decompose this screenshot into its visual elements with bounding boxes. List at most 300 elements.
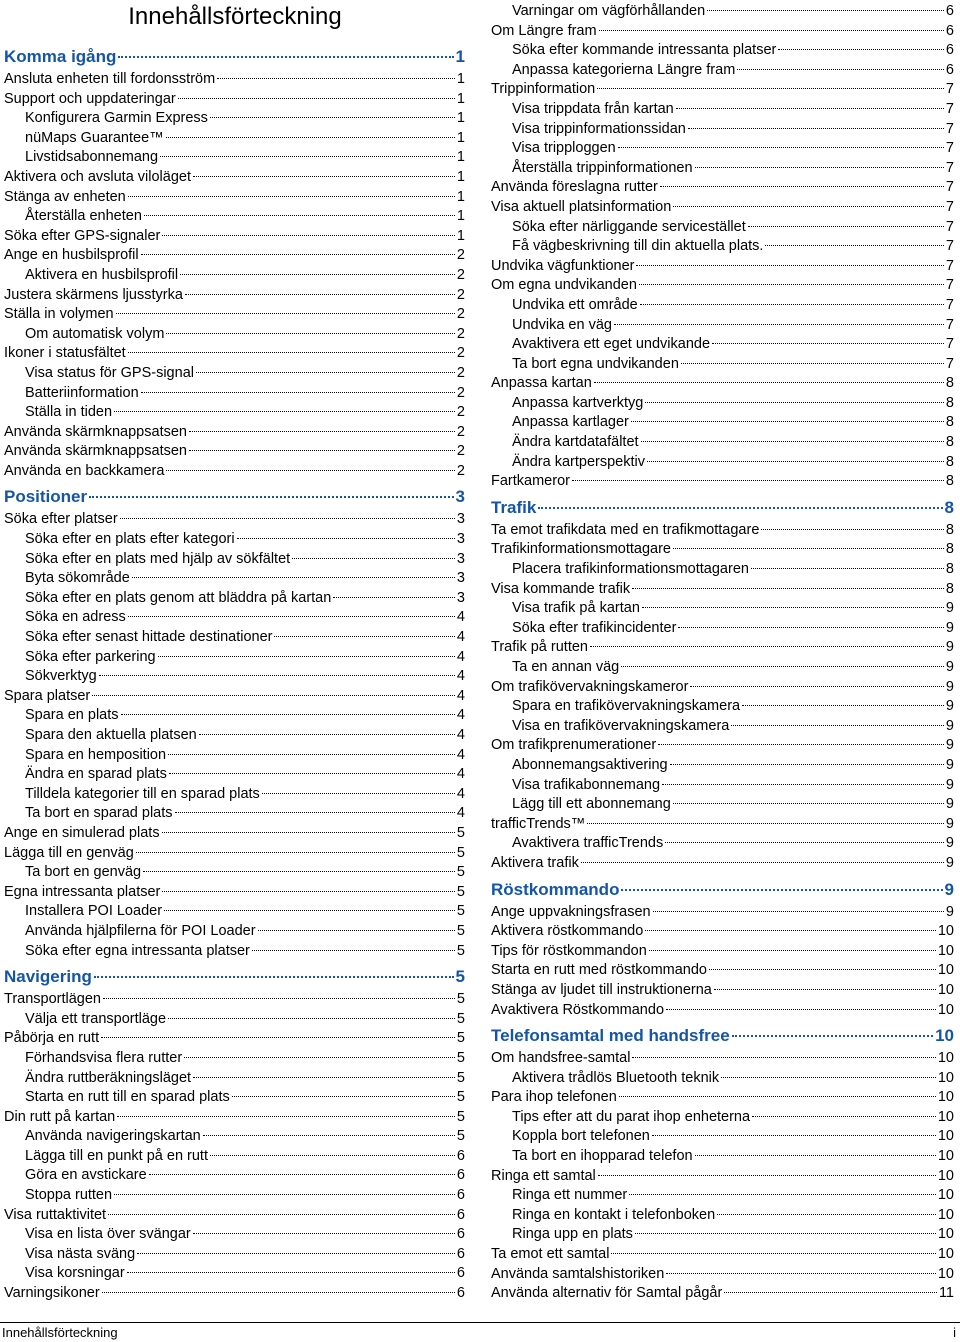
- toc-chapter-link[interactable]: [491, 877, 954, 903]
- toc-entry-link[interactable]: [491, 316, 954, 336]
- toc-chapter-link[interactable]: [4, 44, 465, 70]
- toc-entry-link[interactable]: [491, 394, 954, 414]
- toc-entry-title: Byta sökområde: [25, 570, 130, 587]
- toc-entry-link[interactable]: [4, 1225, 465, 1245]
- dot-leader: [193, 1232, 455, 1234]
- dot-leader: [619, 1095, 936, 1097]
- toc-entry-link[interactable]: [491, 41, 954, 61]
- toc-entry-link[interactable]: [4, 844, 465, 864]
- toc-entry-link[interactable]: [491, 453, 954, 473]
- toc-entry-link[interactable]: [4, 168, 465, 188]
- toc-entry-link[interactable]: [4, 706, 465, 726]
- dot-leader: [717, 1213, 936, 1215]
- toc-entry-page: 5: [456, 1049, 465, 1066]
- toc-entry-link[interactable]: [4, 70, 465, 90]
- toc-entry-link[interactable]: [4, 1069, 465, 1089]
- dot-leader: [108, 1213, 455, 1215]
- toc-entry-link[interactable]: [4, 266, 465, 286]
- toc-entry-page: 4: [456, 805, 465, 822]
- toc-entry-link[interactable]: [491, 335, 954, 355]
- toc-entry-link[interactable]: [491, 922, 954, 942]
- dot-leader: [94, 975, 454, 978]
- toc-entry-title: Om egna undvikanden: [491, 277, 637, 294]
- toc-entry-page: 7: [945, 355, 954, 372]
- dot-leader: [599, 29, 944, 31]
- toc-entry-page: 9: [945, 776, 954, 793]
- toc-entry-page: 6: [456, 1285, 465, 1302]
- dot-leader: [127, 1271, 455, 1273]
- toc-entry-title: Ange uppvakningsfrasen: [491, 903, 651, 920]
- toc-entry-link[interactable]: [491, 540, 954, 560]
- toc-entry-page: 8: [945, 561, 954, 578]
- toc-entry-link[interactable]: [4, 608, 465, 628]
- toc-entry-link[interactable]: [491, 815, 954, 835]
- toc-entry-page: 6: [456, 1187, 465, 1204]
- toc-entry-link[interactable]: [4, 765, 465, 785]
- dot-leader: [614, 323, 944, 325]
- toc-entry-page: 10: [937, 1246, 954, 1263]
- toc-entry-link[interactable]: [4, 384, 465, 404]
- toc-entry-link[interactable]: [4, 90, 465, 110]
- dot-leader: [636, 264, 943, 266]
- toc-entry-link[interactable]: [491, 355, 954, 375]
- toc-entry-link[interactable]: [4, 227, 465, 247]
- dot-leader: [690, 685, 944, 687]
- toc-entry-title: Om trafikprenumerationer: [491, 737, 657, 754]
- dot-leader: [184, 1056, 455, 1058]
- toc-entry-page: 10: [937, 1108, 954, 1125]
- toc-entry-page: 9: [945, 854, 954, 871]
- toc-entry-page: 10: [937, 1148, 954, 1165]
- toc-entry-page: 2: [456, 345, 465, 362]
- toc-entry-link[interactable]: [491, 717, 954, 737]
- dot-leader: [217, 77, 455, 79]
- dot-leader: [587, 822, 944, 824]
- toc-entry-link[interactable]: [491, 1167, 954, 1187]
- toc-entry-title: Telefonsamtal med handsfree: [491, 1026, 730, 1046]
- dot-leader: [166, 136, 455, 138]
- toc-entry-title: Support och uppdateringar: [4, 90, 176, 107]
- toc-entry-link[interactable]: [4, 1029, 465, 1049]
- toc-entry-title: Förhandsvisa flera rutter: [25, 1049, 183, 1066]
- toc-entry-link[interactable]: [4, 1166, 465, 1186]
- toc-entry-title: Lägg till ett abonnemang: [512, 796, 671, 813]
- toc-entry-page: 5: [456, 844, 465, 861]
- dot-leader: [765, 244, 943, 246]
- toc-entry-title: Använda skärmknappsatsen: [4, 443, 187, 460]
- toc-entry-title: Ändra kartdatafältet: [512, 434, 639, 451]
- dot-leader: [164, 909, 455, 911]
- dot-leader: [647, 460, 944, 462]
- toc-entry-link[interactable]: [491, 903, 954, 923]
- toc-entry-link[interactable]: [491, 2, 954, 22]
- toc-entry-page: 6: [456, 1167, 465, 1184]
- toc-entry-title: Tilldela kategorier till en sparad plats: [25, 785, 260, 802]
- toc-entry-link[interactable]: [491, 1069, 954, 1089]
- dot-leader: [92, 694, 455, 696]
- toc-entry-page: 9: [945, 600, 954, 617]
- toc-entry-link[interactable]: [491, 1225, 954, 1245]
- toc-entry-link[interactable]: [4, 286, 465, 306]
- toc-entry-link[interactable]: [491, 854, 954, 874]
- toc-entry-page: 2: [456, 286, 465, 303]
- toc-entry-page: 11: [938, 1285, 954, 1302]
- toc-entry-title: Söka efter kommande intressanta platser: [512, 42, 777, 59]
- dot-leader: [666, 1272, 936, 1274]
- toc-entry-link[interactable]: [491, 1147, 954, 1167]
- toc-entry-title: Transportlägen: [4, 991, 101, 1008]
- toc-entry-link[interactable]: [4, 109, 465, 129]
- toc-entry-title: Ändra en sparad plats: [25, 766, 167, 783]
- toc-entry-page: 3: [456, 511, 465, 528]
- footer-label: Innehållsförteckning: [2, 1325, 118, 1340]
- toc-entry-page: 8: [945, 394, 954, 411]
- toc-entry-link[interactable]: [491, 638, 954, 658]
- toc-entry-link[interactable]: [4, 1108, 465, 1128]
- toc-entry-link[interactable]: [4, 785, 465, 805]
- toc-chapter-link[interactable]: [491, 495, 954, 521]
- toc-entry-link[interactable]: [491, 560, 954, 580]
- toc-entry-title: Söka en adress: [25, 609, 126, 626]
- toc-entry-page: 7: [945, 296, 954, 313]
- toc-entry-title: Spara platser: [4, 687, 91, 704]
- toc-entry-page: 6: [945, 61, 954, 78]
- toc-entry-link[interactable]: [4, 804, 465, 824]
- toc-entry-link[interactable]: [4, 628, 465, 648]
- dot-leader: [193, 175, 455, 177]
- toc-entry-title: Visa ruttaktivitet: [4, 1206, 107, 1223]
- toc-entry-link[interactable]: [491, 1186, 954, 1206]
- toc-entry-link[interactable]: [491, 1088, 954, 1108]
- dot-leader: [99, 674, 455, 676]
- toc-entry-page: 10: [937, 962, 954, 979]
- toc-entry-title: Om Längre fram: [491, 22, 597, 39]
- dot-leader: [169, 772, 455, 774]
- toc-entry-link[interactable]: [491, 374, 954, 394]
- dot-leader: [160, 155, 455, 157]
- toc-entry-link[interactable]: [491, 697, 954, 717]
- toc-entry-page: 10: [937, 1265, 954, 1282]
- toc-entry-link[interactable]: [491, 296, 954, 316]
- toc-entry-title: Ta en annan väg: [512, 659, 620, 675]
- toc-entry-title: Undvika en väg: [512, 316, 612, 333]
- toc-entry-page: 4: [456, 668, 465, 685]
- toc-entry-link[interactable]: [491, 1049, 954, 1069]
- dot-leader: [611, 1252, 935, 1254]
- toc-entry-title: Positioner: [4, 487, 88, 507]
- dot-leader: [102, 1291, 455, 1293]
- dot-leader: [673, 205, 944, 207]
- toc-entry-link[interactable]: [4, 667, 465, 687]
- toc-entry-link[interactable]: [491, 1127, 954, 1147]
- dot-leader: [752, 1115, 936, 1117]
- toc-entry-page: 3: [456, 550, 465, 567]
- toc-entry-link[interactable]: [4, 364, 465, 384]
- toc-entry-link[interactable]: [4, 1186, 465, 1206]
- toc-entry-title: Använda alternativ för Samtal pågår: [491, 1285, 723, 1302]
- toc-entry-page: 8: [945, 414, 954, 431]
- toc-entry-title: Visa nästa sväng: [25, 1245, 136, 1262]
- toc-entry-title: Visa kommande trafik: [491, 580, 631, 597]
- toc-entry-page: 8: [945, 434, 954, 451]
- toc-entry-title: Trafik: [491, 497, 537, 517]
- toc-entry-page: 7: [945, 179, 954, 196]
- dot-leader: [292, 557, 455, 559]
- dot-leader: [128, 195, 455, 197]
- toc-entry-page: 4: [456, 629, 465, 646]
- toc-entry-link[interactable]: [491, 1108, 954, 1128]
- toc-entry-page: 10: [937, 1206, 954, 1223]
- toc-chapter-link[interactable]: [491, 1023, 954, 1049]
- toc-entry-page: 7: [945, 100, 954, 117]
- toc-entry-page: 2: [456, 404, 465, 421]
- dot-leader: [114, 410, 455, 412]
- toc-entry-title: Ändra kartperspektiv: [512, 453, 645, 470]
- toc-entry-link[interactable]: [491, 120, 954, 140]
- toc-entry-link[interactable]: [4, 569, 465, 589]
- toc-entry-page: 5: [456, 864, 465, 881]
- dot-leader: [103, 997, 455, 999]
- dot-leader: [141, 253, 455, 255]
- toc-entry-link[interactable]: [4, 1245, 465, 1265]
- toc-entry-page: 7: [945, 140, 954, 157]
- toc-entry-title: Söka efter parkering: [25, 648, 156, 665]
- dot-leader: [662, 783, 944, 785]
- toc-entry-link[interactable]: [491, 1284, 954, 1304]
- toc-chapter-link[interactable]: [4, 484, 465, 510]
- toc-entry-title: Om handsfree-samtal: [491, 1050, 631, 1067]
- toc-entry-link[interactable]: [4, 726, 465, 746]
- dot-leader: [178, 97, 455, 99]
- toc-entry-link[interactable]: [491, 776, 954, 796]
- toc-entry-link[interactable]: [491, 795, 954, 815]
- toc-entry-link[interactable]: [4, 1088, 465, 1108]
- toc-entry-page: 9: [945, 717, 954, 734]
- toc-entry-page: 3: [456, 531, 465, 548]
- dot-leader: [670, 763, 944, 765]
- toc-entry-page: 5: [456, 942, 465, 959]
- toc-entry-title: Lägga till en genväg: [4, 844, 134, 861]
- toc-entry-title: Visa trafik på kartan: [512, 600, 640, 617]
- toc-entry-title: Stoppa rutten: [25, 1187, 113, 1204]
- toc-entry-title: Använda föreslagna rutter: [491, 179, 658, 196]
- toc-entry-page: 9: [945, 796, 954, 813]
- toc-entry-link[interactable]: [4, 746, 465, 766]
- toc-entry-link[interactable]: [491, 942, 954, 962]
- toc-entry-link[interactable]: [4, 188, 465, 208]
- toc-entry-link[interactable]: [4, 207, 465, 227]
- toc-entry-link[interactable]: [491, 580, 954, 600]
- toc-entry-page: 3: [456, 570, 465, 587]
- dot-leader: [618, 146, 944, 148]
- toc-entry-title: Egna intressanta platser: [4, 883, 161, 900]
- toc-entry-link[interactable]: [491, 178, 954, 198]
- dot-leader: [196, 371, 455, 373]
- dot-leader: [642, 606, 944, 608]
- toc-entry-link[interactable]: [4, 462, 465, 482]
- dot-leader: [232, 1095, 455, 1097]
- dot-leader: [594, 381, 944, 383]
- toc-entry-title: Spara en hemposition: [25, 746, 167, 763]
- toc-entry-title: Visa trafikabonnemang: [512, 776, 661, 793]
- toc-entry-page: 6: [456, 1226, 465, 1243]
- toc-entry-title: Lägga till en punkt på en rutt: [25, 1147, 208, 1164]
- toc-entry-link[interactable]: [4, 344, 465, 364]
- toc-entry-link[interactable]: [4, 589, 465, 609]
- toc-entry-link[interactable]: [491, 981, 954, 1001]
- toc-entry-page: 8: [945, 473, 954, 490]
- dot-leader: [673, 802, 944, 804]
- toc-entry-link[interactable]: [4, 423, 465, 443]
- toc-entry-page: 7: [945, 316, 954, 333]
- toc-entry-link[interactable]: [491, 599, 954, 619]
- toc-entry-link[interactable]: [491, 433, 954, 453]
- toc-entry-link[interactable]: [4, 863, 465, 883]
- toc-entry-title: nüMaps Guarantee™: [25, 129, 164, 146]
- toc-entry-title: trafficTrends™: [491, 815, 586, 832]
- toc-entry-link[interactable]: [4, 883, 465, 903]
- toc-entry-link[interactable]: [491, 257, 954, 277]
- toc-entry-link[interactable]: [491, 658, 954, 678]
- toc-entry-link[interactable]: [491, 276, 954, 296]
- toc-entry-link[interactable]: [4, 325, 465, 345]
- toc-entry-link[interactable]: [4, 442, 465, 462]
- toc-entry-title: Stänga av enheten: [4, 188, 126, 205]
- toc-entry-page: 1: [456, 110, 465, 127]
- toc-entry-link[interactable]: [491, 139, 954, 159]
- toc-entry-title: Spara den aktuella platsen: [25, 727, 197, 743]
- toc-entry-title: Återställa trippinformationen: [512, 159, 693, 176]
- toc-entry-page: 2: [456, 306, 465, 323]
- toc-entry-title: Avaktivera trafficTrends: [512, 835, 664, 852]
- toc-entry-page: 7: [945, 336, 954, 353]
- toc-entry-link[interactable]: [4, 510, 465, 530]
- toc-entry-link[interactable]: [4, 902, 465, 922]
- toc-entry-page: 10: [937, 1050, 954, 1067]
- toc-entry-link[interactable]: [491, 619, 954, 639]
- toc-entry-title: Röstkommando: [491, 879, 620, 899]
- toc-entry-link[interactable]: [491, 218, 954, 238]
- toc-entry-link[interactable]: [4, 990, 465, 1010]
- toc-entry-link[interactable]: [4, 1206, 465, 1226]
- dot-leader: [629, 1193, 936, 1195]
- dot-leader: [631, 420, 944, 422]
- dot-leader: [203, 1134, 455, 1136]
- toc-entry-title: Söka efter närliggande servicestället: [512, 218, 746, 235]
- toc-entry-title: Söka efter en plats genom att bläddra på kartan: [25, 589, 332, 606]
- toc-entry-link[interactable]: [4, 530, 465, 550]
- toc-entry-link[interactable]: [491, 22, 954, 42]
- toc-entry-link[interactable]: [491, 413, 954, 433]
- toc-entry-title: Navigering: [4, 967, 92, 987]
- toc-entry-page: 4: [456, 648, 465, 665]
- toc-entry-title: Söka efter trafikincidenter: [512, 619, 677, 636]
- toc-entry-link[interactable]: [491, 736, 954, 756]
- toc-entry-link[interactable]: [491, 100, 954, 120]
- toc-entry-page: 6: [945, 22, 954, 39]
- toc-entry-title: Ikoner i statusfältet: [4, 345, 126, 362]
- toc-entry-title: Tips för röstkommandon: [491, 942, 647, 959]
- toc-entry-title: Varningar om vägförhållanden: [512, 3, 706, 19]
- toc-entry-link[interactable]: [491, 159, 954, 179]
- dot-leader: [120, 517, 455, 519]
- toc-entry-title: Påbörja en rutt: [4, 1030, 100, 1047]
- dot-leader: [632, 587, 944, 589]
- toc-entry-link[interactable]: [4, 1264, 465, 1284]
- toc-chapter-link[interactable]: [4, 964, 465, 990]
- toc-entry-title: Ta bort egna undvikanden: [512, 355, 679, 372]
- toc-entry-link[interactable]: [4, 550, 465, 570]
- toc-entry-link[interactable]: [491, 237, 954, 257]
- toc-entry-title: Abonnemangsaktivering: [512, 756, 668, 773]
- toc-entry-link[interactable]: [491, 521, 954, 541]
- toc-entry-link[interactable]: [4, 824, 465, 844]
- toc-entry-link[interactable]: [4, 922, 465, 942]
- dot-leader: [581, 861, 944, 863]
- dot-leader: [199, 733, 455, 735]
- toc-entry-link[interactable]: [491, 961, 954, 981]
- toc-entry-link[interactable]: [4, 246, 465, 266]
- footer-divider: [0, 1322, 960, 1323]
- toc-entry-link[interactable]: [491, 1245, 954, 1265]
- dot-leader: [162, 831, 455, 833]
- toc-entry-link[interactable]: [491, 472, 954, 492]
- toc-entry-link[interactable]: [491, 834, 954, 854]
- dot-leader: [166, 332, 455, 334]
- toc-entry-link[interactable]: [491, 1001, 954, 1021]
- toc-entry-link[interactable]: [491, 80, 954, 100]
- toc-entry-title: Ringa upp en plats: [512, 1226, 633, 1243]
- toc-entry-page: 2: [456, 266, 465, 283]
- toc-entry-page: 1: [455, 47, 465, 66]
- toc-entry-page: 2: [456, 247, 465, 264]
- toc-entry-page: 10: [937, 981, 954, 998]
- toc-entry-title: Ändra ruttberäkningsläget: [25, 1069, 192, 1086]
- toc-entry-page: 1: [456, 188, 465, 205]
- toc-entry-link[interactable]: [491, 1206, 954, 1226]
- dot-leader: [121, 713, 455, 715]
- toc-entry-link[interactable]: [4, 305, 465, 325]
- toc-entry-title: Söka efter platser: [4, 511, 118, 528]
- toc-entry-link[interactable]: [4, 1127, 465, 1147]
- toc-entry-link[interactable]: [4, 1049, 465, 1069]
- toc-entry-link[interactable]: [4, 687, 465, 707]
- toc-entry-link[interactable]: [491, 61, 954, 81]
- toc-entry-page: 7: [945, 159, 954, 176]
- toc-entry-title: Spara en plats: [25, 707, 119, 724]
- toc-entry-link[interactable]: [491, 756, 954, 776]
- toc-entry-title: Anpassa kartlager: [512, 414, 629, 431]
- toc-entry-link[interactable]: [4, 1147, 465, 1167]
- toc-entry-page: 7: [945, 81, 954, 98]
- toc-entry-title: Sökverktyg: [25, 668, 97, 685]
- dot-leader: [732, 1034, 933, 1037]
- toc-entry-link[interactable]: [4, 1284, 465, 1304]
- toc-entry-page: 9: [945, 815, 954, 832]
- toc-entry-title: Komma igång: [4, 47, 117, 66]
- toc-entry-link[interactable]: [491, 678, 954, 698]
- toc-entry-link[interactable]: [4, 942, 465, 962]
- toc-entry-link[interactable]: [491, 1265, 954, 1285]
- toc-entry-link[interactable]: [4, 129, 465, 149]
- toc-entry-title: Undvika vägfunktioner: [491, 257, 635, 274]
- toc-entry-title: Anpassa kategorierna Längre fram: [512, 61, 736, 78]
- toc-entry-link[interactable]: [4, 148, 465, 168]
- toc-entry-link[interactable]: [4, 1010, 465, 1030]
- toc-entry-link[interactable]: [4, 648, 465, 668]
- toc-entry-link[interactable]: [491, 198, 954, 218]
- toc-entry-link[interactable]: [4, 403, 465, 423]
